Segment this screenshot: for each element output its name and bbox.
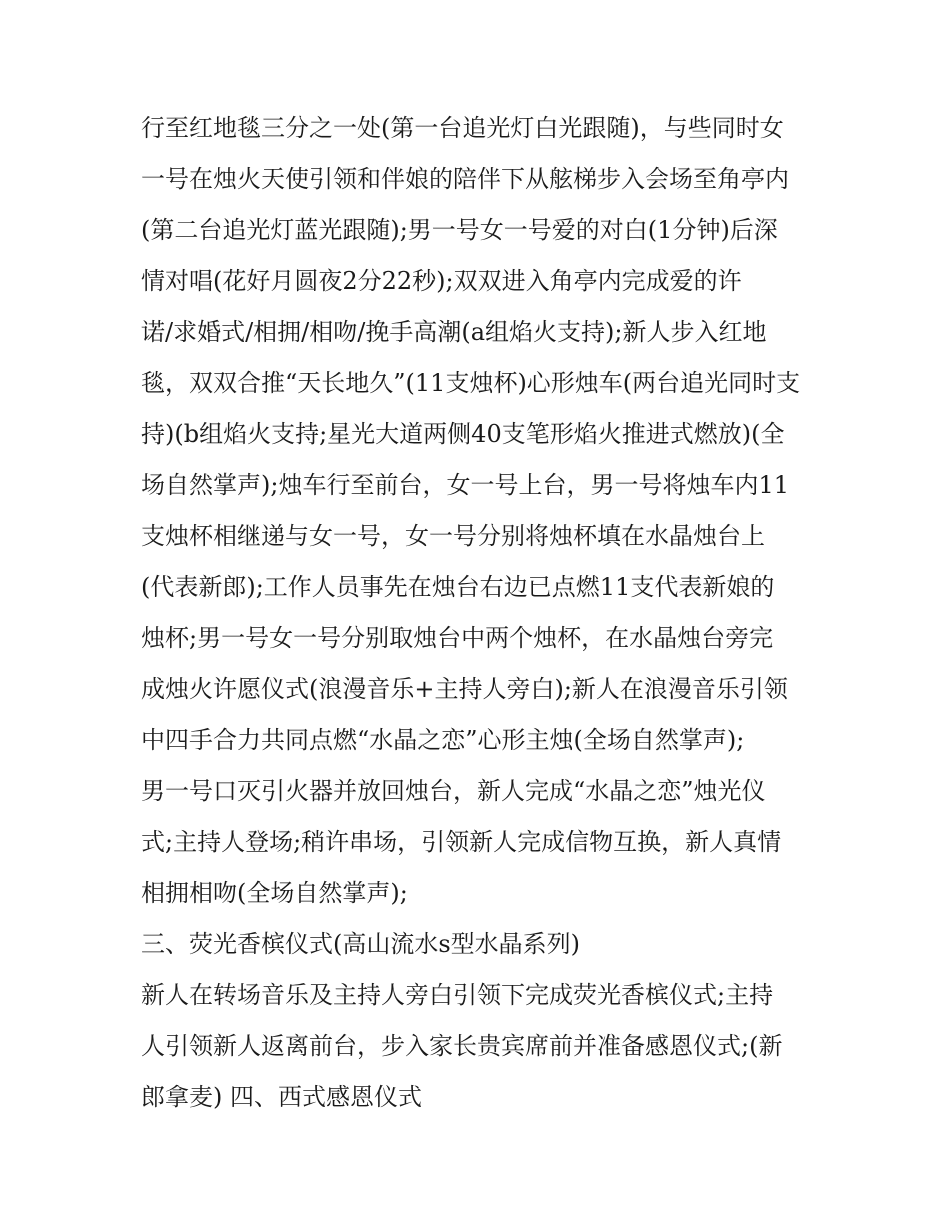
text-line: 支烛杯相继递与女一号，女一号分别将烛杯填在水晶烛台上	[141, 522, 765, 550]
text-line: 郎拿麦) 四、西式感恩仪式	[141, 1083, 422, 1111]
text-line: (第二台追光灯蓝光跟随);男一号女一号爱的对白(1分钟)后深	[141, 216, 778, 244]
text-line: 人引领新人返离前台，步入家长贵宾席前并准备感恩仪式;(新	[141, 1032, 783, 1060]
text-line: 场自然掌声);烛车行至前台，女一号上台，男一号将烛车内11	[141, 471, 789, 499]
text-line: 一号在烛火天使引领和伴娘的陪伴下从舷梯步入会场至角亭内	[141, 165, 789, 193]
text-line: 行至红地毯三分之一处(第一台追光灯白光跟随)，与些同时女	[141, 114, 784, 142]
document-body	[141, 103, 821, 1123]
text-line: 相拥相吻(全场自然掌声);	[141, 879, 408, 907]
text-line: 烛杯;男一号女一号分别取烛台中两个烛杯，在水晶烛台旁完	[141, 624, 774, 652]
text-line: 式;主持人登场;稍许串场，引领新人完成信物互换，新人真情	[141, 828, 782, 856]
text-line: 情对唱(花好月圆夜2分22秒);双双进入角亭内完成爱的许	[141, 267, 742, 295]
text-line: 毯，双双合推“天长地久”(11支烛杯)心形烛车(两台追光同时支	[141, 369, 801, 397]
text-line: 男一号口灭引火器并放回烛台，新人完成“水晶之恋”烛光仪	[141, 777, 766, 805]
section-heading: 三、荧光香槟仪式(高山流水s型水晶系列)	[141, 930, 581, 958]
text-line: 中四手合力共同点燃“水晶之恋”心形主烛(全场自然掌声);	[141, 726, 745, 754]
text-line: 成烛火许愿仪式(浪漫音乐+主持人旁白);新人在浪漫音乐引领	[141, 675, 788, 703]
text-line: 诺/求婚式/相拥/相吻/挽手高潮(a组焰火支持);新人步入红地	[141, 318, 767, 346]
text-line: (代表新郎);工作人员事先在烛台右边已点燃11支代表新娘的	[141, 573, 775, 601]
text-line: 持)(b组焰火支持;星光大道两侧40支笔形焰火推进式燃放)(全	[141, 420, 785, 448]
text-line: 新人在转场音乐及主持人旁白引领下完成荧光香槟仪式;主持	[141, 981, 774, 1009]
